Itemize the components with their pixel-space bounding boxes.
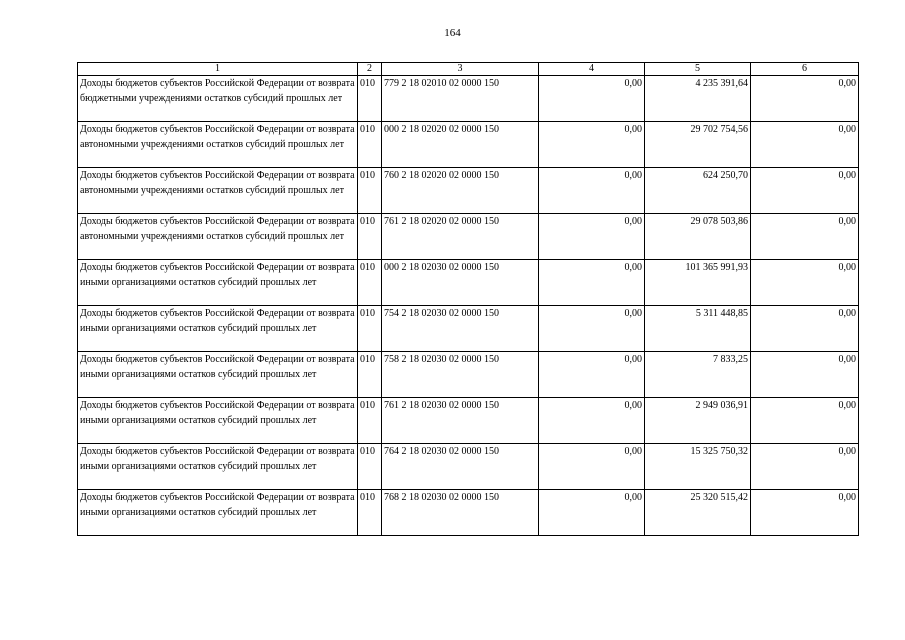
table-row bbox=[78, 352, 859, 398]
line-code-cell: 010 bbox=[358, 444, 382, 490]
amount-col6-cell: 0,00 bbox=[751, 76, 859, 122]
income-name-cell: Доходы бюджетов субъектов Российской Федерации от возврата иными организациями остатков субсидий прошлых лет bbox=[78, 444, 358, 490]
amount-col4-cell: 0,00 bbox=[539, 122, 645, 168]
budget-classification-cell: 761 2 18 02030 02 0000 150 bbox=[382, 398, 539, 444]
income-name-cell: Доходы бюджетов субъектов Российской Федерации от возврата иными организациями остатков субсидий прошлых лет bbox=[78, 352, 358, 398]
table-row bbox=[78, 122, 859, 168]
amount-col6-cell: 0,00 bbox=[751, 490, 859, 536]
line-code-cell: 010 bbox=[358, 398, 382, 444]
amount-col5-cell: 15 325 750,32 bbox=[645, 444, 751, 490]
header-col-6: 6 bbox=[751, 63, 859, 76]
amount-col6-cell: 0,00 bbox=[751, 122, 859, 168]
budget-classification-cell: 758 2 18 02030 02 0000 150 bbox=[382, 352, 539, 398]
header-col-5: 5 bbox=[645, 63, 751, 76]
income-name-cell: Доходы бюджетов субъектов Российской Федерации от возврата иными организациями остатков субсидий прошлых лет bbox=[78, 398, 358, 444]
amount-col4-cell: 0,00 bbox=[539, 490, 645, 536]
line-code-cell: 010 bbox=[358, 260, 382, 306]
header-col-1: 1 bbox=[78, 63, 358, 76]
line-code-cell: 010 bbox=[358, 352, 382, 398]
budget-classification-cell: 779 2 18 02010 02 0000 150 bbox=[382, 76, 539, 122]
table-row bbox=[78, 490, 859, 536]
amount-col6-cell: 0,00 bbox=[751, 260, 859, 306]
amount-col4-cell: 0,00 bbox=[539, 444, 645, 490]
amount-col4-cell: 0,00 bbox=[539, 168, 645, 214]
income-name-cell: Доходы бюджетов субъектов Российской Федерации от возврата автономными учреждениями остатков субсидий прошлых лет bbox=[78, 214, 358, 260]
table-row bbox=[78, 168, 859, 214]
amount-col4-cell: 0,00 bbox=[539, 306, 645, 352]
income-name-cell: Доходы бюджетов субъектов Российской Федерации от возврата иными организациями остатков субсидий прошлых лет bbox=[78, 490, 358, 536]
income-name-cell: Доходы бюджетов субъектов Российской Федерации от возврата иными организациями остатков субсидий прошлых лет bbox=[78, 306, 358, 352]
budget-classification-cell: 760 2 18 02020 02 0000 150 bbox=[382, 168, 539, 214]
revenue-table bbox=[77, 62, 859, 536]
table-row bbox=[78, 444, 859, 490]
table-row bbox=[78, 306, 859, 352]
line-code-cell: 010 bbox=[358, 122, 382, 168]
amount-col5-cell: 624 250,70 bbox=[645, 168, 751, 214]
header-col-4: 4 bbox=[539, 63, 645, 76]
amount-col4-cell: 0,00 bbox=[539, 260, 645, 306]
amount-col4-cell: 0,00 bbox=[539, 214, 645, 260]
budget-classification-cell: 764 2 18 02030 02 0000 150 bbox=[382, 444, 539, 490]
amount-col6-cell: 0,00 bbox=[751, 214, 859, 260]
budget-classification-cell: 754 2 18 02030 02 0000 150 bbox=[382, 306, 539, 352]
amount-col5-cell: 29 078 503,86 bbox=[645, 214, 751, 260]
amount-col5-cell: 4 235 391,64 bbox=[645, 76, 751, 122]
table-row bbox=[78, 260, 859, 306]
income-name-cell: Доходы бюджетов субъектов Российской Федерации от возврата автономными учреждениями остатков субсидий прошлых лет bbox=[78, 122, 358, 168]
income-name-cell: Доходы бюджетов субъектов Российской Федерации от возврата иными организациями остатков субсидий прошлых лет bbox=[78, 260, 358, 306]
page-number: 164 bbox=[444, 27, 461, 39]
income-name-cell: Доходы бюджетов субъектов Российской Федерации от возврата бюджетными учреждениями остатков субсидий прошлых лет bbox=[78, 76, 358, 122]
table-row bbox=[78, 214, 859, 260]
amount-col4-cell: 0,00 bbox=[539, 352, 645, 398]
header-col-3: 3 bbox=[382, 63, 539, 76]
budget-classification-cell: 000 2 18 02020 02 0000 150 bbox=[382, 122, 539, 168]
amount-col5-cell: 7 833,25 bbox=[645, 352, 751, 398]
table-row bbox=[78, 76, 859, 122]
income-name-cell: Доходы бюджетов субъектов Российской Федерации от возврата автономными учреждениями остатков субсидий прошлых лет bbox=[78, 168, 358, 214]
amount-col5-cell: 2 949 036,91 bbox=[645, 398, 751, 444]
amount-col6-cell: 0,00 bbox=[751, 398, 859, 444]
amount-col5-cell: 101 365 991,93 bbox=[645, 260, 751, 306]
amount-col4-cell: 0,00 bbox=[539, 76, 645, 122]
line-code-cell: 010 bbox=[358, 168, 382, 214]
budget-classification-cell: 000 2 18 02030 02 0000 150 bbox=[382, 260, 539, 306]
amount-col5-cell: 25 320 515,42 bbox=[645, 490, 751, 536]
amount-col6-cell: 0,00 bbox=[751, 168, 859, 214]
amount-col6-cell: 0,00 bbox=[751, 306, 859, 352]
amount-col5-cell: 29 702 754,56 bbox=[645, 122, 751, 168]
line-code-cell: 010 bbox=[358, 214, 382, 260]
amount-col4-cell: 0,00 bbox=[539, 398, 645, 444]
table-row bbox=[78, 398, 859, 444]
budget-classification-cell: 768 2 18 02030 02 0000 150 bbox=[382, 490, 539, 536]
header-col-2: 2 bbox=[358, 63, 382, 76]
budget-classification-cell: 761 2 18 02020 02 0000 150 bbox=[382, 214, 539, 260]
line-code-cell: 010 bbox=[358, 306, 382, 352]
line-code-cell: 010 bbox=[358, 490, 382, 536]
amount-col6-cell: 0,00 bbox=[751, 352, 859, 398]
line-code-cell: 010 bbox=[358, 76, 382, 122]
header-row bbox=[78, 63, 859, 76]
amount-col5-cell: 5 311 448,85 bbox=[645, 306, 751, 352]
amount-col6-cell: 0,00 bbox=[751, 444, 859, 490]
